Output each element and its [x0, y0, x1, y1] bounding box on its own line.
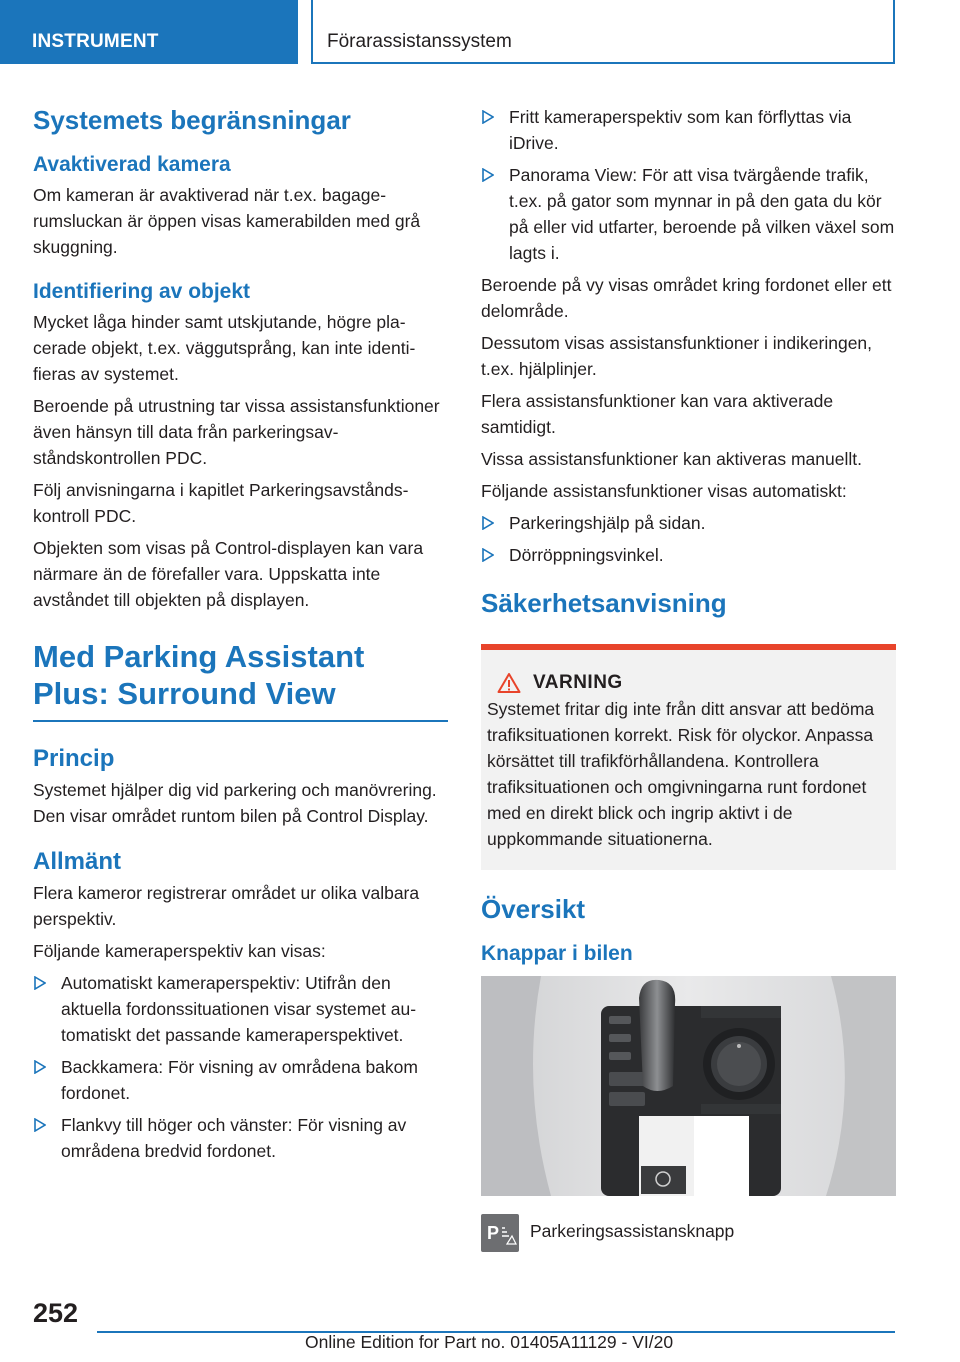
camera-perspective-list [33, 970, 448, 1164]
heading-objects: Identifiering av objekt [33, 280, 251, 303]
paragraph: Objekten som visas på Control-displayen kan vara närmare än de förefaller vara. Uppskatta inte avståndet till objekten på displayen. [33, 538, 424, 610]
left-column [33, 98, 448, 1170]
paragraph: Dessutom visas assistansfunktioner i indikeringen, t.ex. hjälplinjer. [481, 333, 873, 379]
list-item [33, 970, 448, 1048]
bullet-triangle-icon [34, 1118, 46, 1132]
header-topic: Förarassistanssystem [311, 0, 895, 64]
paragraph: Flera assistansfunktioner kan vara aktiverade samtidigt. [481, 391, 834, 437]
paragraph: Flera kameror registrerar området ur olika valbara perspektiv. [33, 883, 420, 929]
warning-title: VARNING [533, 672, 623, 693]
bullet-triangle-icon [34, 976, 46, 990]
heading-safety: Säkerhetsanvisning [481, 588, 727, 618]
footer-edition: Online Edition for Part no. 01405A11129 - VI/20 [305, 1332, 674, 1352]
auto-functions-list [481, 510, 896, 568]
list-item [481, 162, 896, 266]
heading-buttons: Knappar i bilen [481, 942, 633, 965]
list-item-text: Panorama View: För att visa tvärgående trafik, t.ex. på gator som mynnar in på den gata du kör på eller vid utfarter, beroende på vilken växel som lagts i. [509, 165, 895, 263]
heading-principle: Princip [33, 745, 115, 772]
key-row [481, 1214, 896, 1252]
list-item [481, 542, 896, 568]
warning-header [487, 672, 888, 694]
paragraph: Beroende på utrustning tar vissa assistansfunktioner även hänsyn till data från parkeringsavståndskontrollen PDC. [33, 396, 440, 468]
bullet-triangle-icon [482, 548, 494, 562]
paragraph: Följ anvisningarna i kapitlet Parkeringsavståndskontroll PDC. [33, 480, 409, 526]
paragraph: Mycket låga hinder samt utskjutande, högre placerade objekt, t.ex. väggutsprång, kan inte identifieras av systemet. [33, 312, 416, 384]
header-section-tab: INSTRUMENT [0, 0, 298, 64]
heading-limits: Systemets begränsningar [33, 105, 351, 135]
bullet-triangle-icon [482, 110, 494, 124]
paragraph: Följande kameraperspektiv kan visas: [33, 941, 326, 961]
bullet-triangle-icon [482, 168, 494, 182]
heading-overview: Översikt [481, 894, 586, 924]
list-item [33, 1054, 448, 1106]
heading-camera-off: Avaktiverad kamera [33, 153, 231, 176]
heading-rule [33, 720, 448, 722]
page-number: 252 [33, 1298, 79, 1328]
heading-general: Allmänt [33, 848, 122, 875]
warning-box [481, 644, 896, 870]
bullet-triangle-icon [482, 516, 494, 530]
list-item-text: Dörröppningsvinkel. [509, 545, 664, 565]
svg-text:P: P [487, 1223, 500, 1243]
warning-triangle-icon [497, 672, 521, 694]
paragraph: Om kameran är avaktiverad när t.ex. bagagerumsluckan är öppen visas kamerabilden med grå skuggning. [33, 185, 421, 257]
list-item [33, 1112, 448, 1164]
center-console-photo [481, 976, 896, 1196]
list-item [481, 510, 896, 536]
bullet-triangle-icon [34, 1060, 46, 1074]
parking-p-icon [481, 1214, 519, 1252]
paragraph: Beroende på vy visas området kring fordonet eller ett delområde. [481, 275, 892, 321]
list-item-text: Flankvy till höger och vänster: För visning av områdena bredvid fordonet. [61, 1115, 407, 1161]
list-item-text: Fritt kameraperspektiv som kan förflyttas via iDrive. [509, 107, 852, 153]
camera-perspective-list-cont [481, 104, 896, 266]
list-item-text: Backkamera: För visning av områdena bakom fordonet. [61, 1057, 418, 1103]
key-caption: Parkeringsassistansknapp [530, 1221, 735, 1241]
right-column [481, 104, 896, 1252]
paragraph: Systemet hjälper dig vid parkering och manövrering. Den visar området runtom bilen på Control Display. [33, 780, 437, 826]
list-item-text: Parkeringshjälp på sidan. [509, 513, 706, 533]
heading-main: Med Parking Assistant Plus: Surround View [33, 639, 365, 711]
warning-text: Systemet fritar dig inte från ditt ansvar att bedöma trafiksituationen korrekt. Risk för olyckor. Anpassa körsättet till trafikförhållandena. Kontrollera trafiksituationen och omgivningarna runt fordonet med en direkt blick och ingrip aktivt i de uppkommande situationerna. [487, 699, 875, 849]
paragraph: Vissa assistansfunktioner kan aktiveras manuellt. [481, 449, 862, 469]
paragraph: Följande assistansfunktioner visas automatiskt: [481, 481, 847, 501]
list-item [481, 104, 896, 156]
parking-assistant-button-icon [481, 1214, 519, 1252]
list-item-text: Automatiskt kameraperspektiv: Utifrån den aktuella fordonssituationen visar systemet automatiskt det passande kameraperspektivet. [61, 973, 417, 1045]
